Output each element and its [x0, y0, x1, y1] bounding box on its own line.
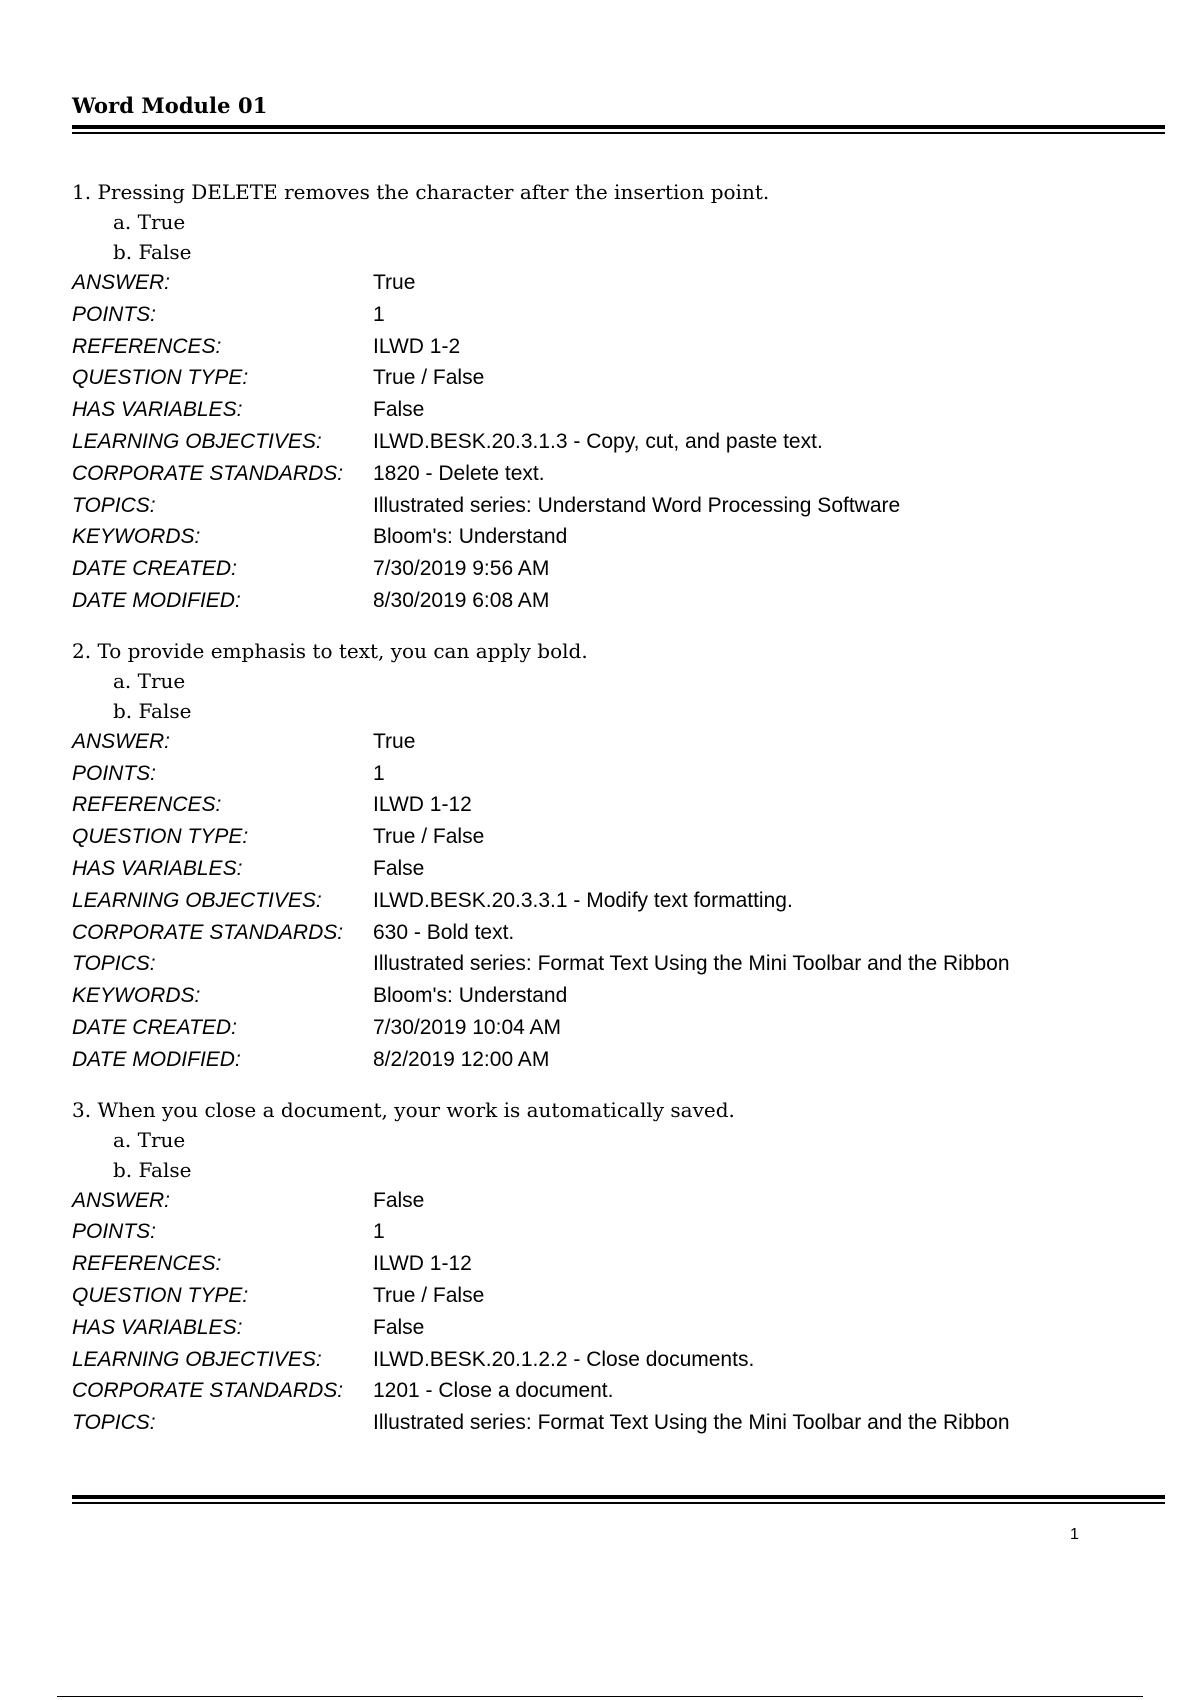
- meta-question-type: [72, 362, 1162, 394]
- meta-value: True / False: [373, 1283, 485, 1307]
- meta-label: HAS VARIABLES:: [72, 398, 243, 422]
- question-text: 3. When you close a document, your work is automatically saved.: [72, 1097, 735, 1122]
- meta-references: [72, 1248, 1162, 1280]
- meta-keywords: [72, 521, 1162, 553]
- option-false: b. False: [113, 240, 192, 264]
- meta-value: Bloom's: Understand: [373, 984, 568, 1008]
- question-3: [72, 1095, 1162, 1439]
- page-bottom-rule: [57, 1696, 1143, 1697]
- meta-label: DATE CREATED:: [72, 557, 237, 581]
- meta-label: REFERENCES:: [72, 793, 222, 817]
- meta-label: TOPICS:: [72, 493, 156, 517]
- option-false: b. False: [113, 698, 192, 723]
- meta-label: DATE CREATED:: [72, 1015, 237, 1039]
- meta-has-variables: [72, 394, 1162, 426]
- meta-value: Illustrated series: Format Text Using the Mini Toolbar and the Ribbon: [373, 1411, 1010, 1435]
- meta-keywords: [72, 980, 1162, 1012]
- meta-label: LEARNING OBJECTIVES:: [72, 429, 322, 453]
- meta-label: CORPORATE STANDARDS:: [72, 1379, 344, 1403]
- meta-label: TOPICS:: [72, 952, 156, 976]
- meta-value: 1820 - Delete text.: [373, 461, 545, 485]
- meta-answer: [72, 267, 1162, 299]
- meta-value: True / False: [373, 366, 485, 390]
- meta-value: 7/30/2019 10:04 AM: [373, 1015, 561, 1039]
- meta-value: 630 - Bold text.: [373, 920, 515, 944]
- meta-label: LEARNING OBJECTIVES:: [72, 888, 322, 912]
- meta-label: TOPICS:: [72, 1411, 156, 1435]
- meta-label: CORPORATE STANDARDS:: [72, 461, 344, 485]
- meta-label: ANSWER:: [72, 729, 171, 753]
- meta-value: True / False: [373, 825, 485, 849]
- meta-label: DATE MODIFIED:: [72, 588, 241, 612]
- meta-label: ANSWER:: [72, 271, 171, 294]
- option-true: a. True: [113, 668, 186, 693]
- meta-label: KEYWORDS:: [72, 525, 201, 549]
- meta-label: LEARNING OBJECTIVES:: [72, 1347, 322, 1371]
- meta-date-created: [72, 1012, 1162, 1044]
- meta-topics: [72, 948, 1162, 980]
- meta-learning-objectives: [72, 1344, 1162, 1376]
- meta-value: True: [373, 729, 416, 753]
- meta-label: HAS VARIABLES:: [72, 1315, 243, 1339]
- meta-label: QUESTION TYPE:: [72, 366, 249, 390]
- page-number: 1: [1070, 1526, 1079, 1543]
- meta-corporate-standards: [72, 1375, 1162, 1407]
- meta-value: Illustrated series: Understand Word Processing Software: [373, 493, 901, 517]
- meta-topics: [72, 490, 1162, 522]
- meta-value: 8/30/2019 6:08 AM: [373, 588, 550, 612]
- meta-value: 8/2/2019 12:00 AM: [373, 1047, 550, 1071]
- option-true: a. True: [113, 210, 186, 234]
- meta-value: 1: [373, 761, 385, 785]
- meta-answer: [72, 1185, 1162, 1217]
- meta-value: False: [373, 856, 425, 880]
- meta-value: False: [373, 398, 425, 422]
- header-double-rule: [72, 125, 1165, 134]
- meta-question-type: [72, 1280, 1162, 1312]
- meta-date-modified: [72, 1044, 1162, 1076]
- meta-value: ILWD.BESK.20.1.2.2 - Close documents.: [373, 1347, 755, 1371]
- meta-label: DATE MODIFIED:: [72, 1047, 241, 1071]
- meta-points: [72, 758, 1162, 790]
- meta-has-variables: [72, 1312, 1162, 1344]
- document-title: Word Module 01: [72, 93, 268, 118]
- question-list: [72, 177, 1162, 1458]
- meta-label: POINTS:: [72, 761, 157, 785]
- meta-corporate-standards: [72, 458, 1162, 490]
- meta-topics: [72, 1407, 1162, 1439]
- meta-value: 1: [373, 1220, 385, 1244]
- meta-learning-objectives: [72, 426, 1162, 458]
- meta-points: [72, 299, 1162, 331]
- meta-value: 1: [373, 302, 385, 326]
- question-1: [72, 177, 1162, 617]
- meta-label: REFERENCES:: [72, 334, 222, 358]
- meta-value: Bloom's: Understand: [373, 525, 568, 549]
- meta-label: POINTS:: [72, 302, 157, 326]
- meta-question-type: [72, 821, 1162, 853]
- meta-value: ILWD 1-12: [373, 1252, 472, 1276]
- meta-label: POINTS:: [72, 1220, 157, 1244]
- option-false: b. False: [113, 1157, 192, 1182]
- question-2: [72, 636, 1162, 1076]
- meta-label: CORPORATE STANDARDS:: [72, 920, 344, 944]
- meta-value: 7/30/2019 9:56 AM: [373, 557, 550, 581]
- meta-value: False: [373, 1188, 425, 1212]
- footer-double-rule: [72, 1495, 1165, 1504]
- meta-value: ILWD.BESK.20.3.1.3 - Copy, cut, and paste text.: [373, 429, 823, 453]
- meta-points: [72, 1216, 1162, 1248]
- meta-label: QUESTION TYPE:: [72, 1283, 249, 1307]
- meta-learning-objectives: [72, 885, 1162, 917]
- meta-value: ILWD 1-2: [373, 334, 461, 358]
- question-text: 2. To provide emphasis to text, you can apply bold.: [72, 638, 588, 663]
- meta-date-created: [72, 553, 1162, 585]
- meta-date-modified: [72, 585, 1162, 617]
- meta-answer: [72, 726, 1162, 758]
- meta-label: HAS VARIABLES:: [72, 856, 243, 880]
- question-text: 1. Pressing DELETE removes the character after the insertion point.: [72, 180, 770, 204]
- meta-label: KEYWORDS:: [72, 984, 201, 1008]
- meta-label: REFERENCES:: [72, 1252, 222, 1276]
- option-true: a. True: [113, 1127, 186, 1152]
- meta-references: [72, 331, 1162, 363]
- meta-has-variables: [72, 853, 1162, 885]
- meta-references: [72, 789, 1162, 821]
- meta-value: False: [373, 1315, 425, 1339]
- meta-value: 1201 - Close a document.: [373, 1379, 614, 1403]
- meta-label: ANSWER:: [72, 1188, 171, 1212]
- meta-corporate-standards: [72, 917, 1162, 949]
- meta-label: QUESTION TYPE:: [72, 825, 249, 849]
- meta-value: Illustrated series: Format Text Using the Mini Toolbar and the Ribbon: [373, 952, 1010, 976]
- meta-value: True: [373, 271, 416, 294]
- meta-value: ILWD.BESK.20.3.3.1 - Modify text formatting.: [373, 888, 793, 912]
- meta-value: ILWD 1-12: [373, 793, 472, 817]
